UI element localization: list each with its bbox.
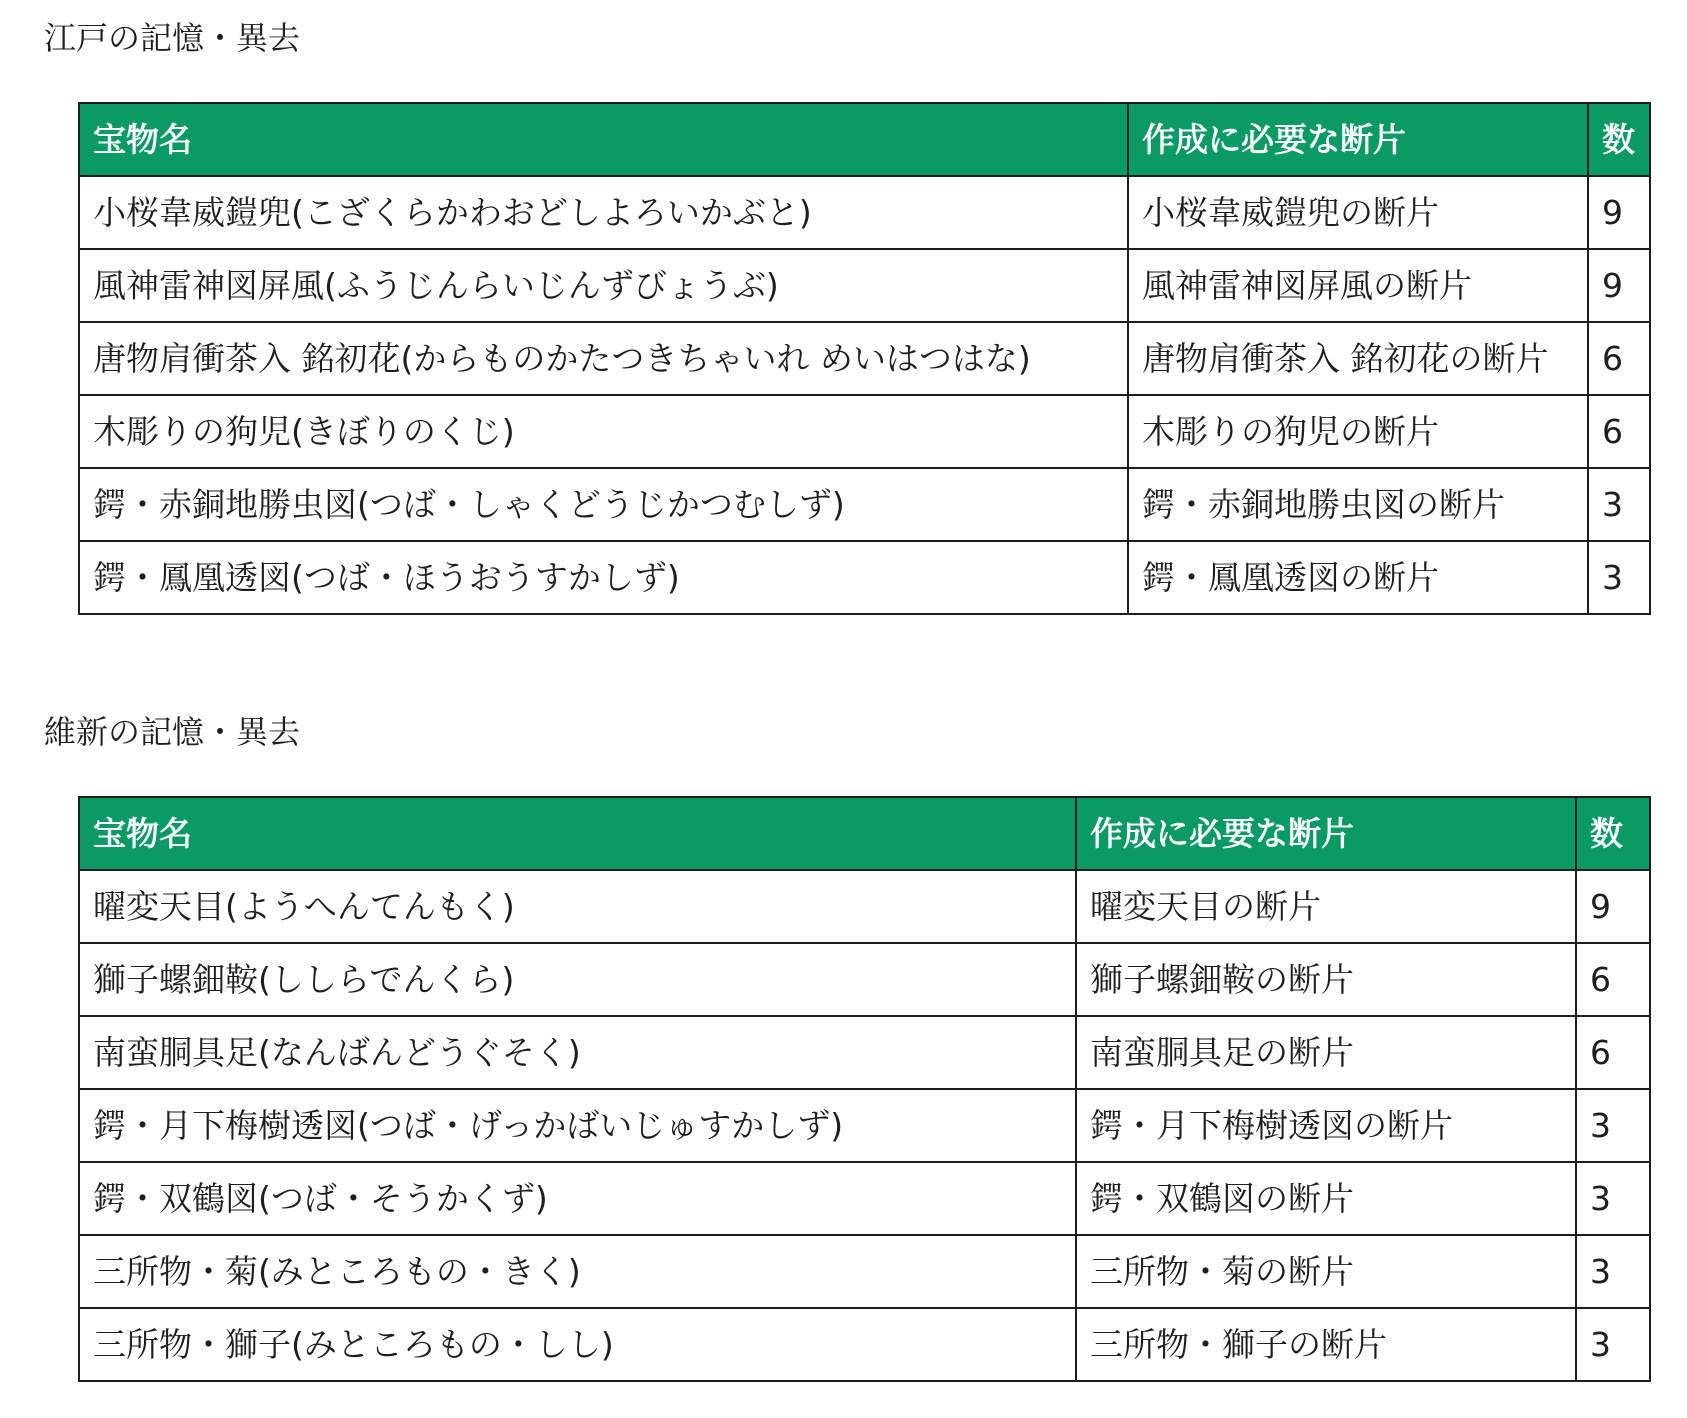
count-cell: 6	[1588, 395, 1650, 468]
table-row	[79, 1089, 1650, 1162]
header-count: 数	[1576, 797, 1650, 870]
treasure-name-cell: 鍔・双鶴図(つば・そうかくず)	[79, 1162, 1076, 1235]
count-cell: 3	[1576, 1089, 1650, 1162]
section-title-edo: 江戸の記憶・異去	[44, 19, 301, 57]
fragment-cell: 鍔・月下梅樹透図の断片	[1076, 1089, 1576, 1162]
treasure-name-cell: 曜変天目(ようへんてんもく)	[79, 870, 1076, 943]
count-cell: 9	[1576, 870, 1650, 943]
fragment-cell: 南蛮胴具足の断片	[1076, 1016, 1576, 1089]
table-row	[79, 468, 1650, 541]
count-cell: 9	[1588, 249, 1650, 322]
count-cell: 6	[1588, 322, 1650, 395]
section-title-ishin: 維新の記憶・異去	[44, 713, 301, 751]
header-treasure-name: 宝物名	[79, 797, 1076, 870]
table-row	[79, 395, 1650, 468]
fragment-cell: 曜変天目の断片	[1076, 870, 1576, 943]
fragment-cell: 風神雷神図屏風の断片	[1128, 249, 1588, 322]
fragment-cell: 小桜韋威鎧兜の断片	[1128, 176, 1588, 249]
treasure-table-edo	[78, 102, 1651, 615]
treasure-name-cell: 獅子螺鈿鞍(ししらでんくら)	[79, 943, 1076, 1016]
table-header-row	[79, 797, 1650, 870]
count-cell: 3	[1588, 541, 1650, 614]
fragment-cell: 三所物・菊の断片	[1076, 1235, 1576, 1308]
treasure-name-cell: 鍔・赤銅地勝虫図(つば・しゃくどうじかつむしず)	[79, 468, 1128, 541]
table-row	[79, 322, 1650, 395]
count-cell: 3	[1576, 1308, 1650, 1381]
table-row	[79, 541, 1650, 614]
fragment-cell: 鍔・双鶴図の断片	[1076, 1162, 1576, 1235]
count-cell: 9	[1588, 176, 1650, 249]
count-cell: 3	[1588, 468, 1650, 541]
table-row	[79, 1016, 1650, 1089]
table-row	[79, 870, 1650, 943]
header-count: 数	[1588, 103, 1650, 176]
header-treasure-name: 宝物名	[79, 103, 1128, 176]
table-row	[79, 1162, 1650, 1235]
fragment-cell: 唐物肩衝茶入 銘初花の断片	[1128, 322, 1588, 395]
table-row	[79, 943, 1650, 1016]
treasure-name-cell: 唐物肩衝茶入 銘初花(からものかたつきちゃいれ めいはつはな)	[79, 322, 1128, 395]
treasure-table-ishin	[78, 796, 1651, 1382]
count-cell: 6	[1576, 943, 1650, 1016]
header-required-fragment: 作成に必要な断片	[1128, 103, 1588, 176]
fragment-cell: 鍔・赤銅地勝虫図の断片	[1128, 468, 1588, 541]
fragment-cell: 獅子螺鈿鞍の断片	[1076, 943, 1576, 1016]
fragment-cell: 木彫りの狗児の断片	[1128, 395, 1588, 468]
treasure-name-cell: 鍔・月下梅樹透図(つば・げっかばいじゅすかしず)	[79, 1089, 1076, 1162]
table-header-row	[79, 103, 1650, 176]
treasure-name-cell: 南蛮胴具足(なんばんどうぐそく)	[79, 1016, 1076, 1089]
treasure-name-cell: 木彫りの狗児(きぼりのくじ)	[79, 395, 1128, 468]
treasure-name-cell: 三所物・獅子(みところもの・しし)	[79, 1308, 1076, 1381]
treasure-name-cell: 鍔・鳳凰透図(つば・ほうおうすかしず)	[79, 541, 1128, 614]
count-cell: 6	[1576, 1016, 1650, 1089]
table-row	[79, 1235, 1650, 1308]
fragment-cell: 鍔・鳳凰透図の断片	[1128, 541, 1588, 614]
header-required-fragment: 作成に必要な断片	[1076, 797, 1576, 870]
count-cell: 3	[1576, 1162, 1650, 1235]
table-row	[79, 249, 1650, 322]
fragment-cell: 三所物・獅子の断片	[1076, 1308, 1576, 1381]
table-row	[79, 176, 1650, 249]
count-cell: 3	[1576, 1235, 1650, 1308]
treasure-name-cell: 三所物・菊(みところもの・きく)	[79, 1235, 1076, 1308]
table-row	[79, 1308, 1650, 1381]
treasure-name-cell: 風神雷神図屏風(ふうじんらいじんずびょうぶ)	[79, 249, 1128, 322]
treasure-name-cell: 小桜韋威鎧兜(こざくらかわおどしよろいかぶと)	[79, 176, 1128, 249]
